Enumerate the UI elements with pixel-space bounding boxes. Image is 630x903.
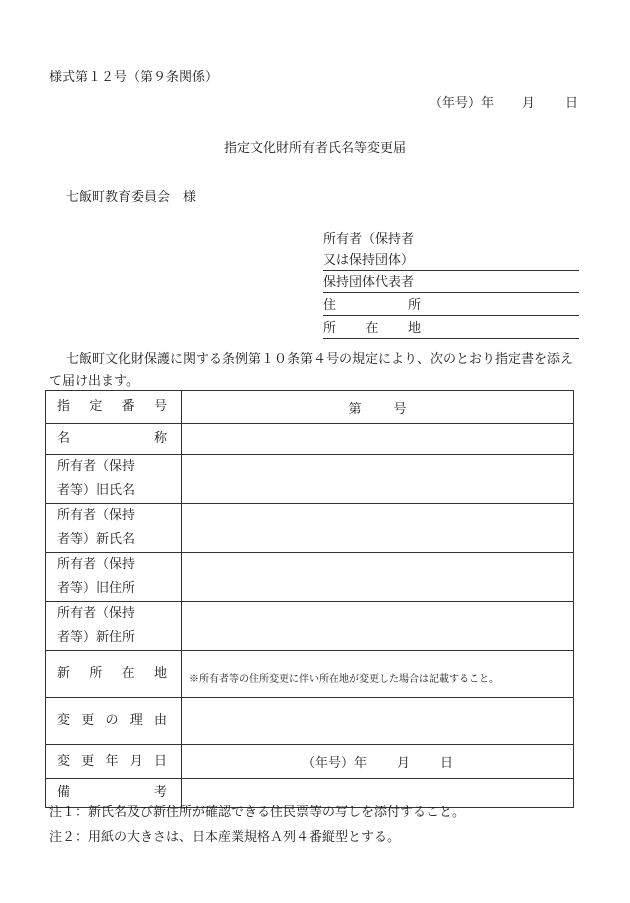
designation-number-field[interactable]: 第 号: [182, 391, 574, 424]
label-old-name: 所有者（保持 者等）旧氏名: [46, 455, 182, 504]
note-1: 注１：新氏名及び新住所が確認できる住民票等の写しを添付すること。: [49, 805, 466, 820]
label-change-date: 変 更 年 月 日: [46, 745, 182, 779]
addressee: 七飯町教育委員会 様: [66, 190, 197, 205]
label-reason: 変 更 の 理 由: [46, 698, 182, 745]
row-new-address: [46, 602, 574, 651]
change-date-field[interactable]: （年号）年 月 日: [182, 745, 574, 779]
group-representative-line: 保持団体代表者: [323, 271, 579, 293]
owner-label-line1: 所有者（保持者: [323, 232, 415, 247]
name-field[interactable]: [182, 424, 574, 455]
change-notification-table: [45, 390, 574, 808]
row-new-name: [46, 504, 574, 553]
date-era-year: （年号）年: [428, 96, 494, 111]
new-location-note: ※所有者等の住所変更に伴い所在地が変更した場合は記載すること。: [189, 673, 499, 685]
owner-address-line: 住 所: [323, 294, 579, 316]
row-name: [46, 424, 574, 455]
row-old-address: [46, 553, 574, 602]
label-remarks: 備 考: [46, 779, 182, 808]
label-name: 名 称: [46, 424, 182, 455]
body-text: 七飯町文化財保護に関する条例第１０条第４号の規定により、次のとおり指定書を添えて届け出ます。: [49, 352, 574, 389]
form-number: 様式第１２号（第９条関係）: [49, 70, 219, 85]
submission-date: [429, 92, 578, 111]
row-old-name: [46, 455, 574, 504]
label-designation-number: 指 定 番 号: [46, 391, 182, 424]
document-title: 指定文化財所有者氏名等変更届: [223, 141, 406, 156]
label-new-location: 新 所 在 地: [46, 651, 182, 698]
old-address-field[interactable]: [182, 553, 574, 602]
label-old-address: 所有者（保持 者等）旧住所: [46, 553, 182, 602]
row-new-location: [46, 651, 574, 698]
owner-label-line2: 又は保持団体）: [323, 249, 579, 271]
label-new-name: 所有者（保持 者等）新氏名: [46, 504, 182, 553]
new-name-field[interactable]: [182, 504, 574, 553]
row-change-date: [46, 745, 574, 779]
owner-location-line: 所 在 地: [323, 317, 579, 339]
old-name-field[interactable]: [182, 455, 574, 504]
note-2: 注２：用紙の大きさは、日本産業規格Ａ列４番縦型とする。: [49, 830, 401, 845]
row-designation-number: [46, 391, 574, 424]
reason-field[interactable]: [182, 698, 574, 745]
date-day: 日: [564, 96, 578, 111]
new-address-field[interactable]: [182, 602, 574, 651]
new-location-field[interactable]: [182, 651, 574, 698]
label-new-address: 所有者（保持 者等）新住所: [46, 602, 182, 651]
row-reason: [46, 698, 574, 745]
date-month: 月: [521, 96, 535, 111]
